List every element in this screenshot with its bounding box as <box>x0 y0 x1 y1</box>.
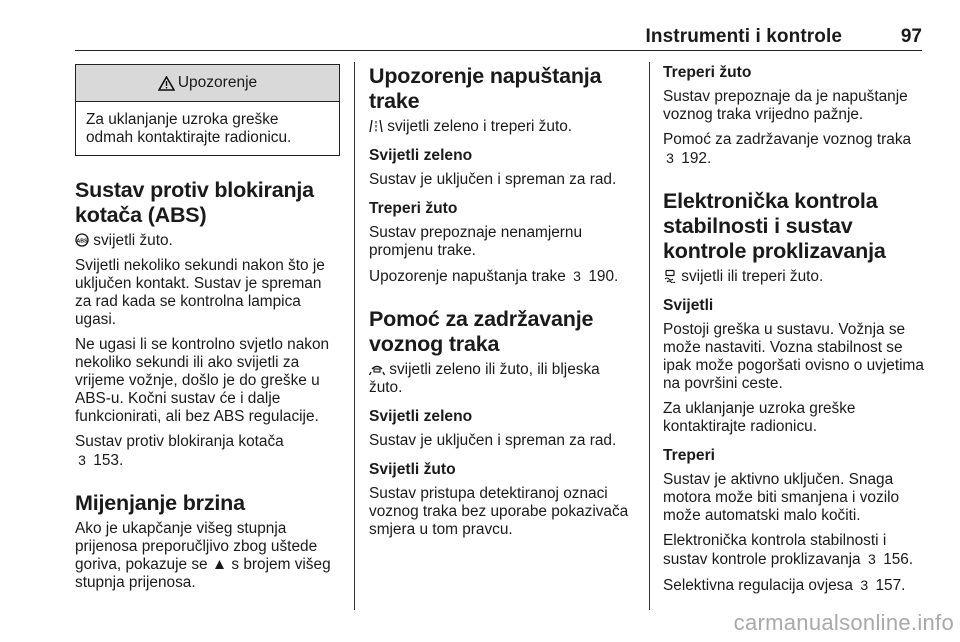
lka-yellow-text: Sustav pristupa detektiranoj oznaci voznog traka bez uporabe pokazivača smjera u tom pravcu. <box>369 485 629 538</box>
page-reference-arrow-icon: 3 <box>860 577 869 593</box>
ldw-reference <box>369 267 637 286</box>
ldw-symbol-text: svijetli zeleno i treperi žuto. <box>387 118 573 135</box>
esc-reference-2 <box>663 576 928 595</box>
shift-paragraph: Ako je ukapčanje višeg stupnja prijenosa preporučljivo zbog uštede goriva, pokazuje se ▲ s brojem višeg stupnja prijenosa. <box>75 520 331 591</box>
esc-heading: Elektronička kontrola stabilnosti i sustav kontrole proklizavanja <box>663 189 886 263</box>
ldw-flash-text: Sustav prepoznaje nenamjernu promjenu trake. <box>369 224 583 259</box>
ldw-symbol-line <box>369 118 637 136</box>
lane-departure-icon <box>369 119 383 133</box>
column-2 <box>369 64 637 608</box>
page-reference-arrow-icon: 3 <box>666 150 674 166</box>
page-reference-arrow-icon: 3 <box>868 551 876 567</box>
warning-box <box>75 64 340 156</box>
lka-flash-text: Sustav prepoznaje da je napuštanje voznog traka vrijedno pažnje. <box>663 88 908 123</box>
abs-paragraph-1: Svijetli nekoliko sekundi nakon što je uključen kontakt. Sustav je spreman za rad kada se kontrolna lampica ugasi. <box>75 257 325 328</box>
shift-heading: Mijenjanje brzina <box>75 491 245 515</box>
column-divider <box>649 62 650 610</box>
lka-green-heading: Svijetli zeleno <box>369 408 473 425</box>
esc-reference-1 <box>663 532 928 569</box>
lka-green-text: Sustav je uključen i spreman za rad. <box>369 432 617 449</box>
abs-paragraph-2: Ne ugasi li se kontrolno svjetlo nakon nekoliko sekundi ili ako svijetli za vrijeme vožnje, došlo je do greške u ABS-u. Kočni sustav će i dalje funkcionirati, ali bez ABS regulacije. <box>75 336 330 425</box>
lka-flash-heading: Treperi žuto <box>663 64 752 81</box>
warning-title: Upozorenje <box>177 74 258 91</box>
esc-reference-2-page: 157. <box>875 577 906 594</box>
shift-up-arrow-icon: ▲ <box>211 556 228 573</box>
ldw-reference-text: Upozorenje napuštanja trake <box>369 268 566 285</box>
page-reference-arrow-icon: 3 <box>78 452 86 468</box>
column-divider <box>354 62 355 610</box>
ldw-green-text: Sustav je uključen i spreman za rad. <box>369 171 617 188</box>
esc-on-text-2: Za uklanjanje uzroka greške kontaktirajte radionicu. <box>663 400 856 435</box>
stability-control-icon <box>663 269 677 283</box>
abs-reference <box>75 433 340 470</box>
ldw-green-heading: Svijetli zeleno <box>369 147 473 164</box>
esc-on-heading: Svijetli <box>663 297 714 314</box>
column-1 <box>75 64 340 608</box>
lka-yellow-heading: Svijetli žuto <box>369 461 456 478</box>
abs-symbol-line <box>75 232 340 250</box>
abs-icon <box>75 233 89 247</box>
lka-symbol-text: svijetli zeleno ili žuto, ili bljeska žuto. <box>369 361 600 396</box>
warning-header <box>76 65 339 102</box>
esc-reference-1-page: 156. <box>883 551 914 568</box>
lka-symbol-line <box>369 361 637 397</box>
lka-reference <box>663 131 928 168</box>
esc-flash-heading: Treperi <box>663 447 716 464</box>
lane-keep-assist-icon <box>369 362 385 376</box>
svg-text:ABS: ABS <box>76 238 88 245</box>
ldw-heading: Upozorenje napuštanja trake <box>369 64 602 113</box>
abs-heading: Sustav protiv blokiranja kotača (ABS) <box>75 178 314 227</box>
page-header <box>75 20 922 51</box>
lka-heading: Pomoć za zadržavanje voznog traka <box>369 307 594 356</box>
watermark: carmanualsonline.info <box>733 610 954 635</box>
esc-flash-text: Sustav je aktivno uključen. Snaga motora može biti smanjena i vozilo može automatski malo kočiti. <box>663 471 900 524</box>
esc-reference-2-text: Selektivna regulacija ovjesa <box>663 577 853 594</box>
page-number: 97 <box>900 26 922 47</box>
esc-symbol-line <box>663 268 928 286</box>
abs-reference-text: Sustav protiv blokiranja kotača <box>75 433 284 450</box>
page-title: Instrumenti i kontrole <box>645 26 842 47</box>
abs-reference-page: 153. <box>93 452 124 469</box>
esc-reference-1-text: Elektronička kontrola stabilnosti i sustav kontrole proklizavanja <box>663 532 887 568</box>
lka-reference-page: 192. <box>681 150 712 167</box>
esc-on-text-1: Postoji greška u sustavu. Vožnja se može nastaviti. Vozna stabilnost se ipak može pogoršati ovisno o uvjetima na površini ceste. <box>663 321 924 392</box>
warning-text: Za uklanjanje uzroka greške odmah kontaktirajte radionicu. <box>86 111 292 146</box>
esc-symbol-text: svijetli ili treperi žuto. <box>681 268 824 285</box>
ldw-flash-heading: Treperi žuto <box>369 200 458 217</box>
lka-reference-text: Pomoć za zadržavanje voznog traka <box>663 131 912 148</box>
page-reference-arrow-icon: 3 <box>573 268 581 284</box>
abs-symbol-text: svijetli žuto. <box>93 232 173 249</box>
column-3 <box>663 64 928 608</box>
ldw-reference-page: 190. <box>588 268 619 285</box>
warning-triangle-icon <box>158 76 175 91</box>
